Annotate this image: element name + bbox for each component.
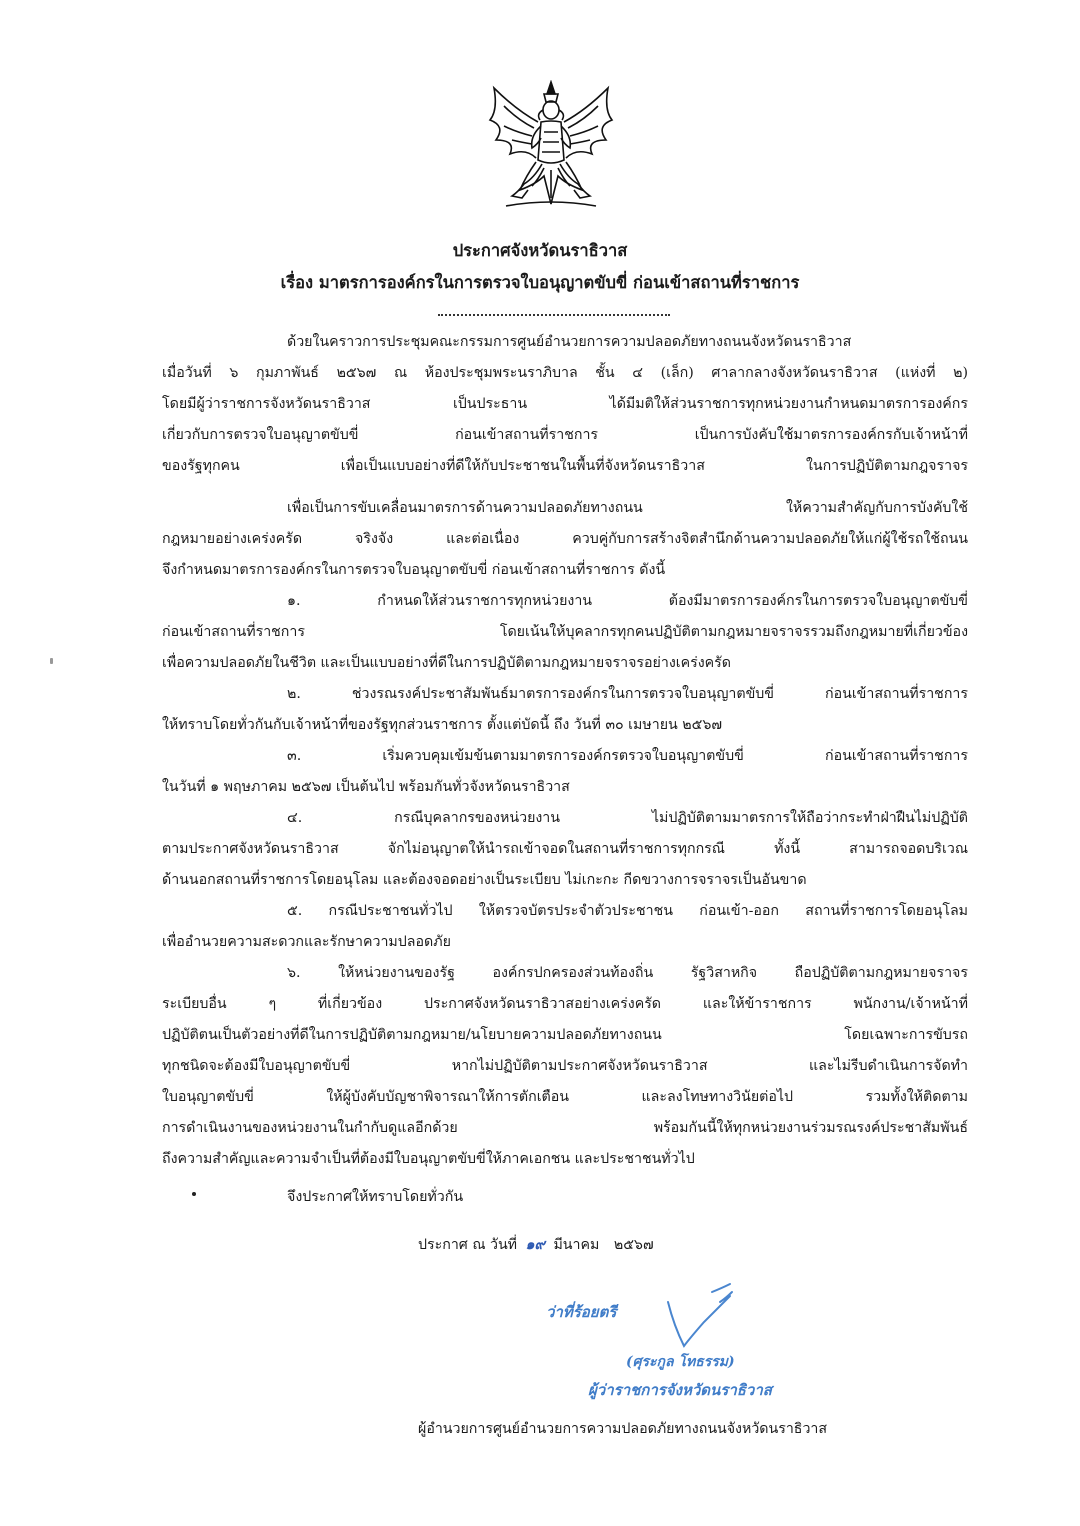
body-line: เกี่ยวกับการตรวจใบอนุญาตขับขี่ ก่อนเข้าสถานที่ราชการ เป็นการบังคับใช้มาตรการองค์กรกับเจ้าหน้าที่	[162, 427, 968, 443]
stray-mark	[192, 1192, 196, 1196]
footer-role: ผู้อำนวยการศูนย์อำนวยการความปลอดภัยทางถนนจังหวัดนราธิวาส	[418, 1421, 828, 1437]
item-line: ปฏิบัติตนเป็นตัวอย่างที่ดีในการปฏิบัติตามกฎหมาย/นโยบายความปลอดภัยทางถนน โดยเฉพาะการขับรถ	[162, 1027, 968, 1043]
body-line: ด้วยในคราวการประชุมคณะกรรมการศูนย์อำนวยการความปลอดภัยทางถนนจังหวัดนราธิวาส	[287, 334, 852, 350]
date-month: มีนาคม	[553, 1237, 600, 1253]
signature-rank: ว่าที่ร้อยตรี	[546, 1303, 617, 1321]
item-line: ในวันที่ ๑ พฤษภาคม ๒๕๖๗ เป็นต้นไป พร้อมกันทั่วจังหวัดนราธิวาส	[162, 779, 570, 795]
item-line: ก่อนเข้าสถานที่ราชการ โดยเน้นให้บุคลากรทุกคนปฏิบัติตามกฎหมายจราจรรวมถึงกฎหมายที่เกี่ยวข้อง	[162, 624, 968, 640]
item-line: ด้านนอกสถานที่ราชการโดยอนุโลม และต้องจอดอย่างเป็นระเบียบ ไม่เกะกะ กีดขวางการจราจรเป็นอันขาด	[162, 872, 807, 888]
item-line: ระเบียบอื่น ๆ ที่เกี่ยวข้อง ประกาศจังหวัดนราธิวาสอย่างเคร่งครัด และให้ข้าราชการ พนักงาน/เจ้าหน้าที่	[162, 996, 968, 1012]
item-line: ๑. กำหนดให้ส่วนราชการทุกหน่วยงาน ต้องมีมาตรการองค์กรในการตรวจใบอนุญาตขับขี่	[287, 593, 968, 609]
date-prefix: ประกาศ ณ วันที่	[418, 1237, 518, 1253]
item-line: ให้ทราบโดยทั่วกันกับเจ้าหน้าที่ของรัฐทุกส่วนราชการ ตั้งแต่บัดนี้ ถึง วันที่ ๓๐ เมษายน ๒๕๖๗	[162, 717, 722, 733]
item-line: ๖. ให้หน่วยงานของรัฐ องค์กรปกครองส่วนท้องถิ่น รัฐวิสาหกิจ ถือปฏิบัติตามกฎหมายจราจร	[287, 965, 968, 981]
document-subject: เรื่อง มาตรการองค์กรในการตรวจใบอนุญาตขับขี่ ก่อนเข้าสถานที่ราชการ	[280, 273, 800, 292]
body-line: โดยมีผู้ว่าราชการจังหวัดนราธิวาส เป็นประธาน ได้มีมติให้ส่วนราชการทุกหน่วยงานกำหนดมาตรการองค์กร	[162, 396, 968, 412]
garuda-emblem	[486, 80, 616, 215]
body-line: เพื่อเป็นการขับเคลื่อนมาตรการด้านความปลอดภัยทางถนน ให้ความสำคัญกับการบังคับใช้	[287, 500, 968, 516]
item-line: ๕. กรณีประชาชนทั่วไป ให้ตรวจบัตรประจำตัวประชาชน ก่อนเข้า-ออก สถานที่ราชการโดยอนุโลม	[287, 903, 968, 919]
item-line: ๒. ช่วงรณรงค์ประชาสัมพันธ์มาตรการองค์กรในการตรวจใบอนุญาตขับขี่ ก่อนเข้าสถานที่ราชการ	[287, 686, 968, 702]
handwritten-signature	[660, 1282, 750, 1354]
scan-speck	[50, 658, 53, 664]
announcement-date	[418, 1234, 654, 1256]
item-line: ทุกชนิดจะต้องมีใบอนุญาตขับขี่ หากไม่ปฏิบัติตามประกาศจังหวัดนราธิวาส และไม่รีบดำเนินการจัดทำ	[162, 1058, 968, 1074]
item-line: ๔. กรณีบุคลากรของหน่วยงาน ไม่ปฏิบัติตามมาตรการให้ถือว่ากระทำฝ่าฝืนไม่ปฏิบัติ	[287, 810, 968, 826]
signatory-name: (ศุระกูล โทธรรม)	[626, 1354, 735, 1370]
document-title: ประกาศจังหวัดนราธิวาส	[452, 241, 628, 260]
item-line: เพื่อความปลอดภัยในชีวิต และเป็นแบบอย่างที่ดีในการปฏิบัติตามกฎหมายจราจรอย่างเคร่งครัด	[162, 655, 731, 671]
item-line: การดำเนินงานของหน่วยงานในกำกับดูแลอีกด้วย พร้อมกันนี้ให้ทุกหน่วยงานร่วมรณรงค์ประชาสัมพันธ์	[162, 1120, 968, 1136]
item-line: ๓. เริ่มควบคุมเข้มข้นตามมาตรการองค์กรตรวจใบอนุญาตขับขี่ ก่อนเข้าสถานที่ราชการ	[287, 748, 968, 764]
date-year: ๒๕๖๗	[613, 1237, 654, 1253]
item-line: เพื่ออำนวยความสะดวกและรักษาความปลอดภัย	[162, 934, 451, 950]
body-line: กฎหมายอย่างเคร่งครัด จริงจัง และต่อเนื่อง ควบคู่กับการสร้างจิตสำนึกด้านความปลอดภัยให้แก่ผู้ใช้รถใช้ถนน	[162, 531, 968, 547]
body-line: จึงกำหนดมาตรการองค์กรในการตรวจใบอนุญาตขับขี่ ก่อนเข้าสถานที่ราชการ ดังนี้	[162, 562, 666, 578]
body-line: เมื่อวันที่ ๖ กุมภาพันธ์ ๒๕๖๗ ณ ห้องประชุมพระนราภิบาล ชั้น ๔ (เล็ก) ศาลากลางจังหวัดนราธิวาส (แห่งที่ ๒)	[162, 365, 968, 381]
date-day-handwritten: ๑๙	[525, 1237, 545, 1253]
title-divider	[438, 304, 670, 316]
item-line: ใบอนุญาตขับขี่ ให้ผู้บังคับบัญชาพิจารณาให้การตักเตือน และลงโทษทางวินัยต่อไป รวมทั้งให้ติดตาม	[162, 1089, 968, 1105]
item-line: ตามประกาศจังหวัดนราธิวาส จักไม่อนุญาตให้นำรถเข้าจอดในสถานที่ราชการทุกกรณี ทั้งนี้ สามารถจอดบริเวณ	[162, 841, 968, 857]
signatory-position: ผู้ว่าราชการจังหวัดนราธิวาส	[588, 1381, 772, 1399]
item-line: ถึงความสำคัญและความจำเป็นที่ต้องมีใบอนุญาตขับขี่ให้ภาคเอกชน และประชาชนทั่วไป	[162, 1151, 695, 1167]
body-line: ของรัฐทุกคน เพื่อเป็นแบบอย่างที่ดีให้กับประชาชนในพื้นที่จังหวัดนราธิวาส ในการปฏิบัติตามกฎจราจร	[162, 458, 968, 474]
closing-line: จึงประกาศให้ทราบโดยทั่วกัน	[287, 1189, 464, 1205]
